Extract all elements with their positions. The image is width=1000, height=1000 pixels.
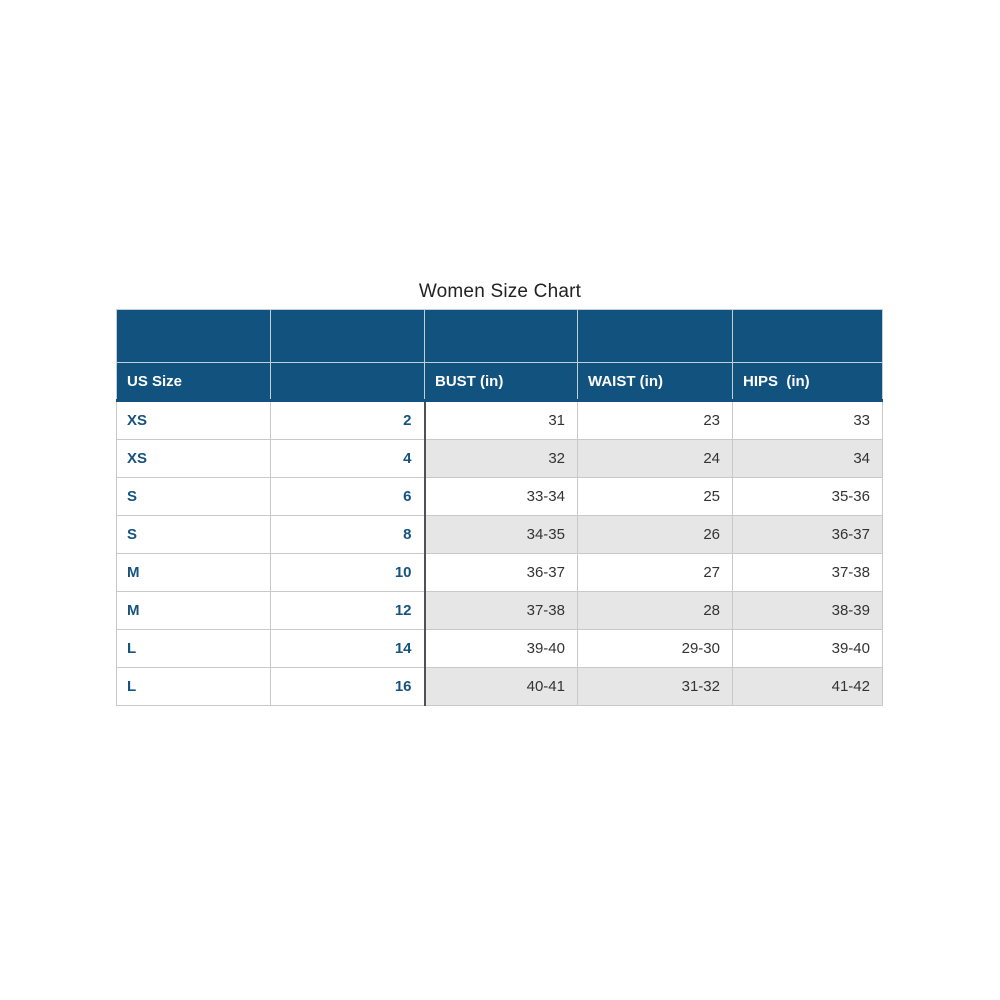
table-row	[117, 401, 883, 440]
us-size-cell: XS	[117, 401, 271, 440]
numeric-size-cell: 6	[271, 478, 425, 516]
waist-cell: 25	[578, 478, 733, 516]
hips-cell: 34	[733, 440, 883, 478]
us-size-cell: L	[117, 630, 271, 668]
us-size-cell: S	[117, 478, 271, 516]
hips-cell: 36-37	[733, 516, 883, 554]
numeric-size-cell: 16	[271, 668, 425, 706]
table-row	[117, 554, 883, 592]
numeric-size-cell: 10	[271, 554, 425, 592]
bust-cell: 34-35	[425, 516, 578, 554]
us-size-cell: S	[117, 516, 271, 554]
size-chart-table	[116, 309, 883, 706]
header-spacer-row	[117, 310, 883, 363]
header-spacer-cell	[733, 310, 883, 363]
us-size-cell: L	[117, 668, 271, 706]
table-body	[117, 401, 883, 706]
bust-cell: 33-34	[425, 478, 578, 516]
bust-cell: 39-40	[425, 630, 578, 668]
column-header-numeric-size	[271, 363, 425, 401]
bust-cell: 36-37	[425, 554, 578, 592]
numeric-size-cell: 2	[271, 401, 425, 440]
table-row	[117, 516, 883, 554]
column-header-hips: HIPS (in)	[733, 363, 883, 401]
us-size-cell: M	[117, 592, 271, 630]
hips-cell: 39-40	[733, 630, 883, 668]
header-label-row	[117, 363, 883, 401]
header-spacer-cell	[271, 310, 425, 363]
hips-cell: 41-42	[733, 668, 883, 706]
waist-cell: 27	[578, 554, 733, 592]
numeric-size-cell: 8	[271, 516, 425, 554]
table-row	[117, 440, 883, 478]
waist-cell: 24	[578, 440, 733, 478]
hips-cell: 35-36	[733, 478, 883, 516]
hips-cell: 38-39	[733, 592, 883, 630]
table-header	[117, 310, 883, 401]
column-header-bust: BUST (in)	[425, 363, 578, 401]
waist-cell: 29-30	[578, 630, 733, 668]
numeric-size-cell: 14	[271, 630, 425, 668]
hips-cell: 33	[733, 401, 883, 440]
waist-cell: 28	[578, 592, 733, 630]
bust-cell: 37-38	[425, 592, 578, 630]
header-spacer-cell	[425, 310, 578, 363]
table-row	[117, 630, 883, 668]
waist-cell: 26	[578, 516, 733, 554]
table-row	[117, 478, 883, 516]
bust-cell: 31	[425, 401, 578, 440]
column-header-waist: WAIST (in)	[578, 363, 733, 401]
numeric-size-cell: 4	[271, 440, 425, 478]
bust-cell: 40-41	[425, 668, 578, 706]
table-row	[117, 592, 883, 630]
us-size-cell: M	[117, 554, 271, 592]
hips-cell: 37-38	[733, 554, 883, 592]
column-header-us-size: US Size	[117, 363, 271, 401]
bust-cell: 32	[425, 440, 578, 478]
waist-cell: 23	[578, 401, 733, 440]
waist-cell: 31-32	[578, 668, 733, 706]
header-spacer-cell	[578, 310, 733, 363]
page-title: Women Size Chart	[418, 281, 582, 302]
header-spacer-cell	[117, 310, 271, 363]
table-row	[117, 668, 883, 706]
us-size-cell: XS	[117, 440, 271, 478]
numeric-size-cell: 12	[271, 592, 425, 630]
